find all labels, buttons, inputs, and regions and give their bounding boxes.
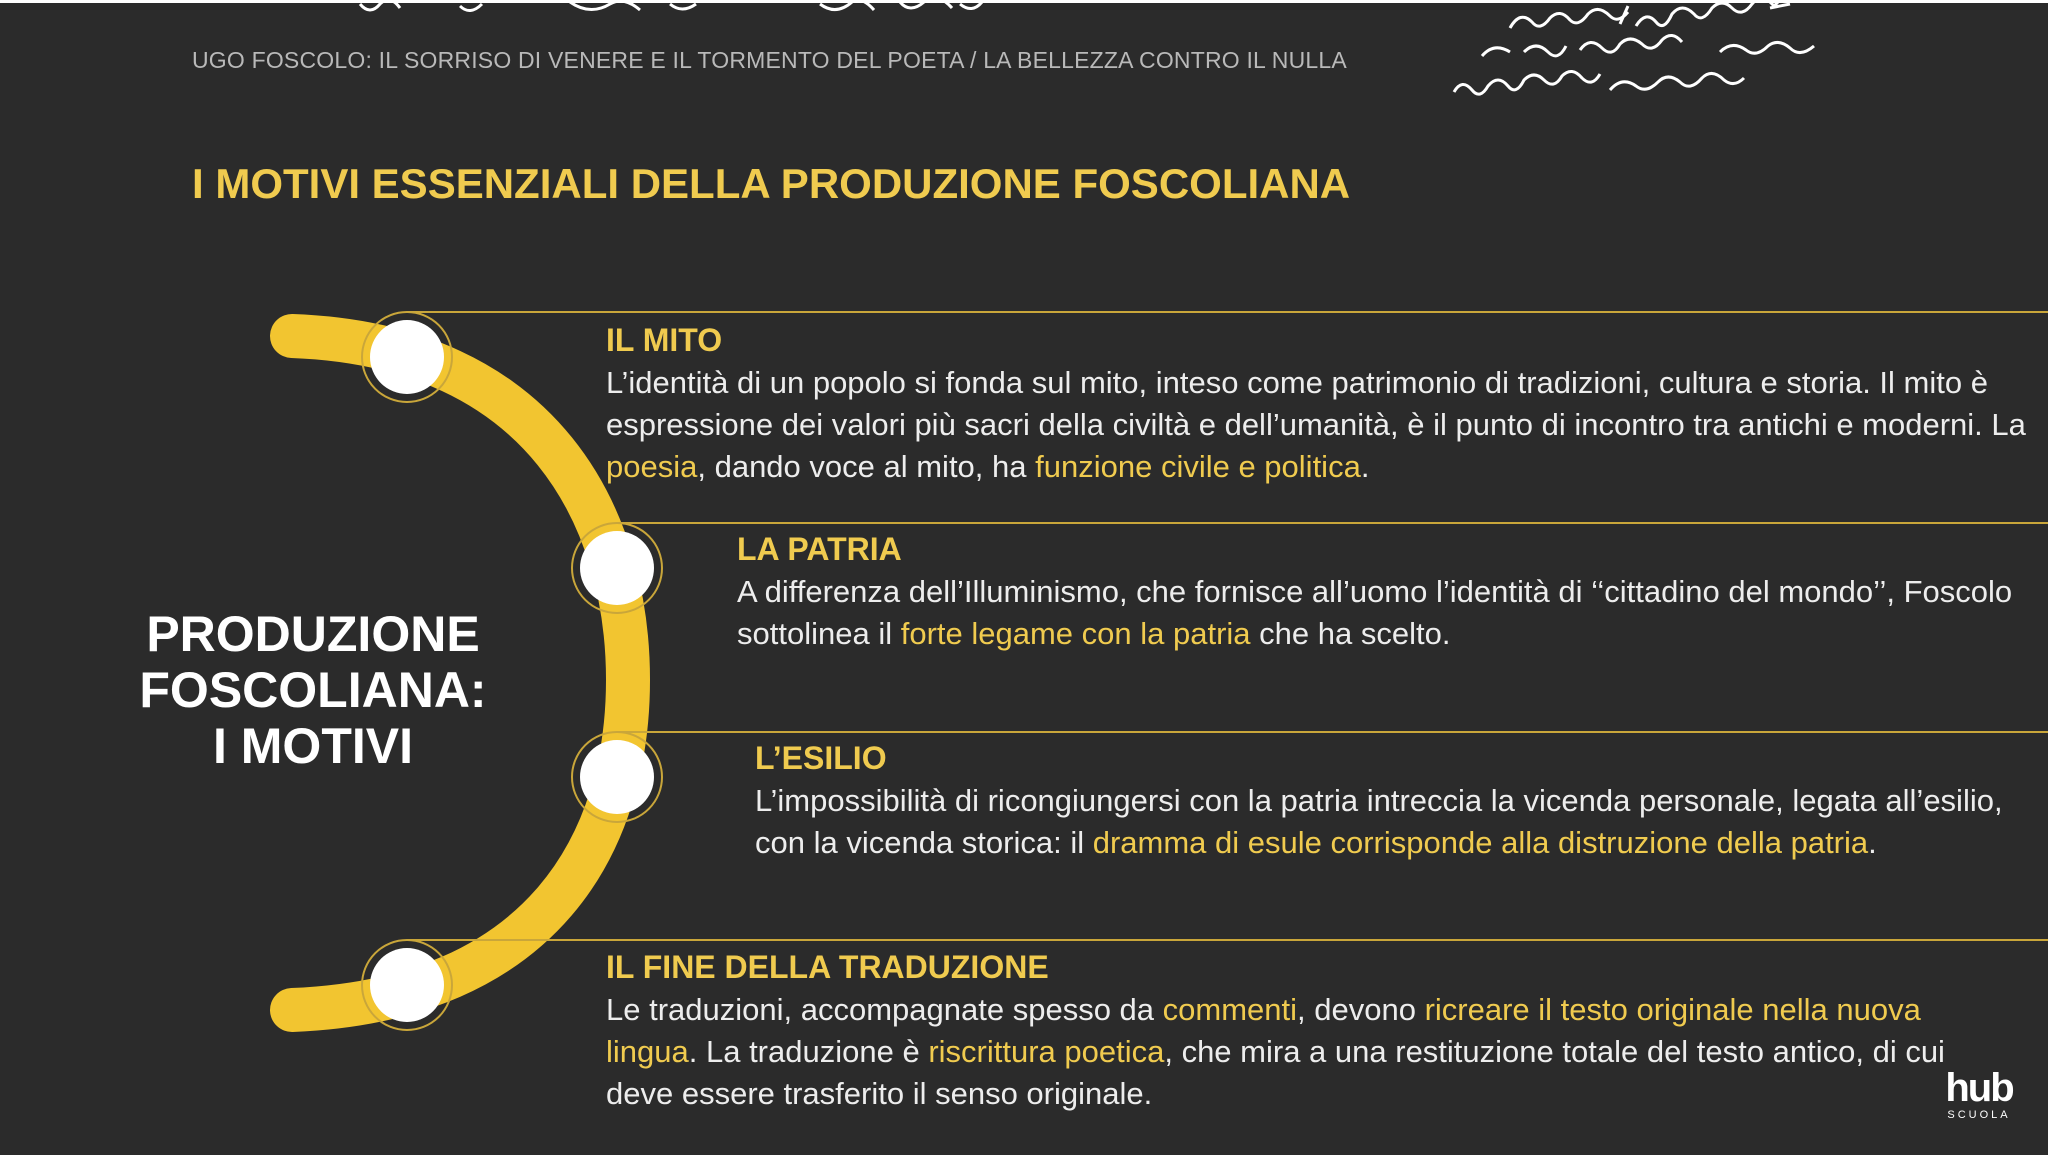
center-label-line-1: PRODUZIONE	[146, 606, 480, 662]
body-text: che ha scelto.	[1250, 616, 1451, 651]
motif-title: IL MITO	[606, 322, 723, 358]
motif-patria	[737, 529, 2027, 655]
body-text: , dando voce al mito, ha	[697, 449, 1036, 484]
highlight-text: funzione civile e politica	[1035, 449, 1361, 484]
body-text: . La traduzione è	[688, 1034, 929, 1069]
hub-scuola-logo	[1944, 1068, 2014, 1122]
timeline-node-3	[572, 732, 662, 822]
body-text: A differenza dell’Illuminismo, che fornisce all’uomo l’identità di ‘‘cittadino del mondo’’, Foscolo sottolinea il	[737, 574, 2013, 651]
highlight-text: dramma di esule corrisponde alla distruzione della patria	[1092, 825, 1869, 860]
logo-brand: hub	[1945, 1066, 2013, 1110]
motif-text	[606, 989, 2006, 1115]
timeline-node-4	[362, 940, 452, 1030]
body-text: .	[1360, 449, 1370, 484]
center-label-line-2: FOSCOLIANA:	[139, 662, 487, 718]
divider-1	[407, 311, 2048, 313]
breadcrumb: UGO FOSCOLO: IL SORRISO DI VENERE E IL TORMENTO DEL POETA / LA BELLEZZA CONTRO IL NULLA	[192, 47, 1347, 73]
body-text: L’identità di un popolo si fonda sul mito, inteso come patrimonio di tradizioni, cultura e storia. Il mito è espressione dei valori più sacri della civiltà e dell’umanità, è il punto di incontro tra antichi e moderni. La	[606, 365, 2026, 442]
motif-title: L’ESILIO	[755, 740, 887, 776]
center-label-line-3: I MOTIVI	[213, 718, 413, 774]
highlight-text: poesia	[606, 449, 698, 484]
motif-title: LA PATRIA	[737, 531, 902, 567]
motif-esilio	[755, 738, 2027, 864]
timeline-node-1	[362, 312, 452, 402]
highlight-text: ricreare il testo originale nella nuova lingua	[606, 992, 1921, 1069]
motif-title: IL FINE DELLA TRADUZIONE	[606, 949, 1049, 985]
center-label	[118, 606, 508, 774]
timeline-node-2	[572, 523, 662, 613]
divider-2	[617, 522, 2048, 524]
logo-sub: SCUOLA	[1947, 1109, 2011, 1121]
divider-4	[407, 939, 2048, 941]
highlight-text: forte legame con la patria	[900, 616, 1251, 651]
slide-title: I MOTIVI ESSENZIALI DELLA PRODUZIONE FOSCOLIANA	[192, 160, 1351, 207]
motif-text	[606, 362, 2026, 488]
body-text: , devono	[1297, 992, 1425, 1027]
motif-traduzione	[606, 947, 2006, 1115]
motif-text	[755, 780, 2027, 864]
body-text: , che mira a una restituzione totale del testo antico, di cui deve essere trasferito il senso originale.	[606, 1034, 1945, 1111]
motif-text	[737, 571, 2027, 655]
highlight-text: riscrittura poetica	[928, 1034, 1165, 1069]
body-text: .	[1868, 825, 1877, 860]
body-text: L’impossibilità di ricongiungersi con la patria intreccia la vicenda personale, legata all’esilio, con la vicenda storica: il	[755, 783, 2003, 860]
highlight-text: commenti	[1162, 992, 1298, 1027]
body-text: Le traduzioni, accompagnate spesso da	[606, 992, 1163, 1027]
divider-3	[617, 731, 2048, 733]
motif-mito	[606, 320, 2026, 488]
